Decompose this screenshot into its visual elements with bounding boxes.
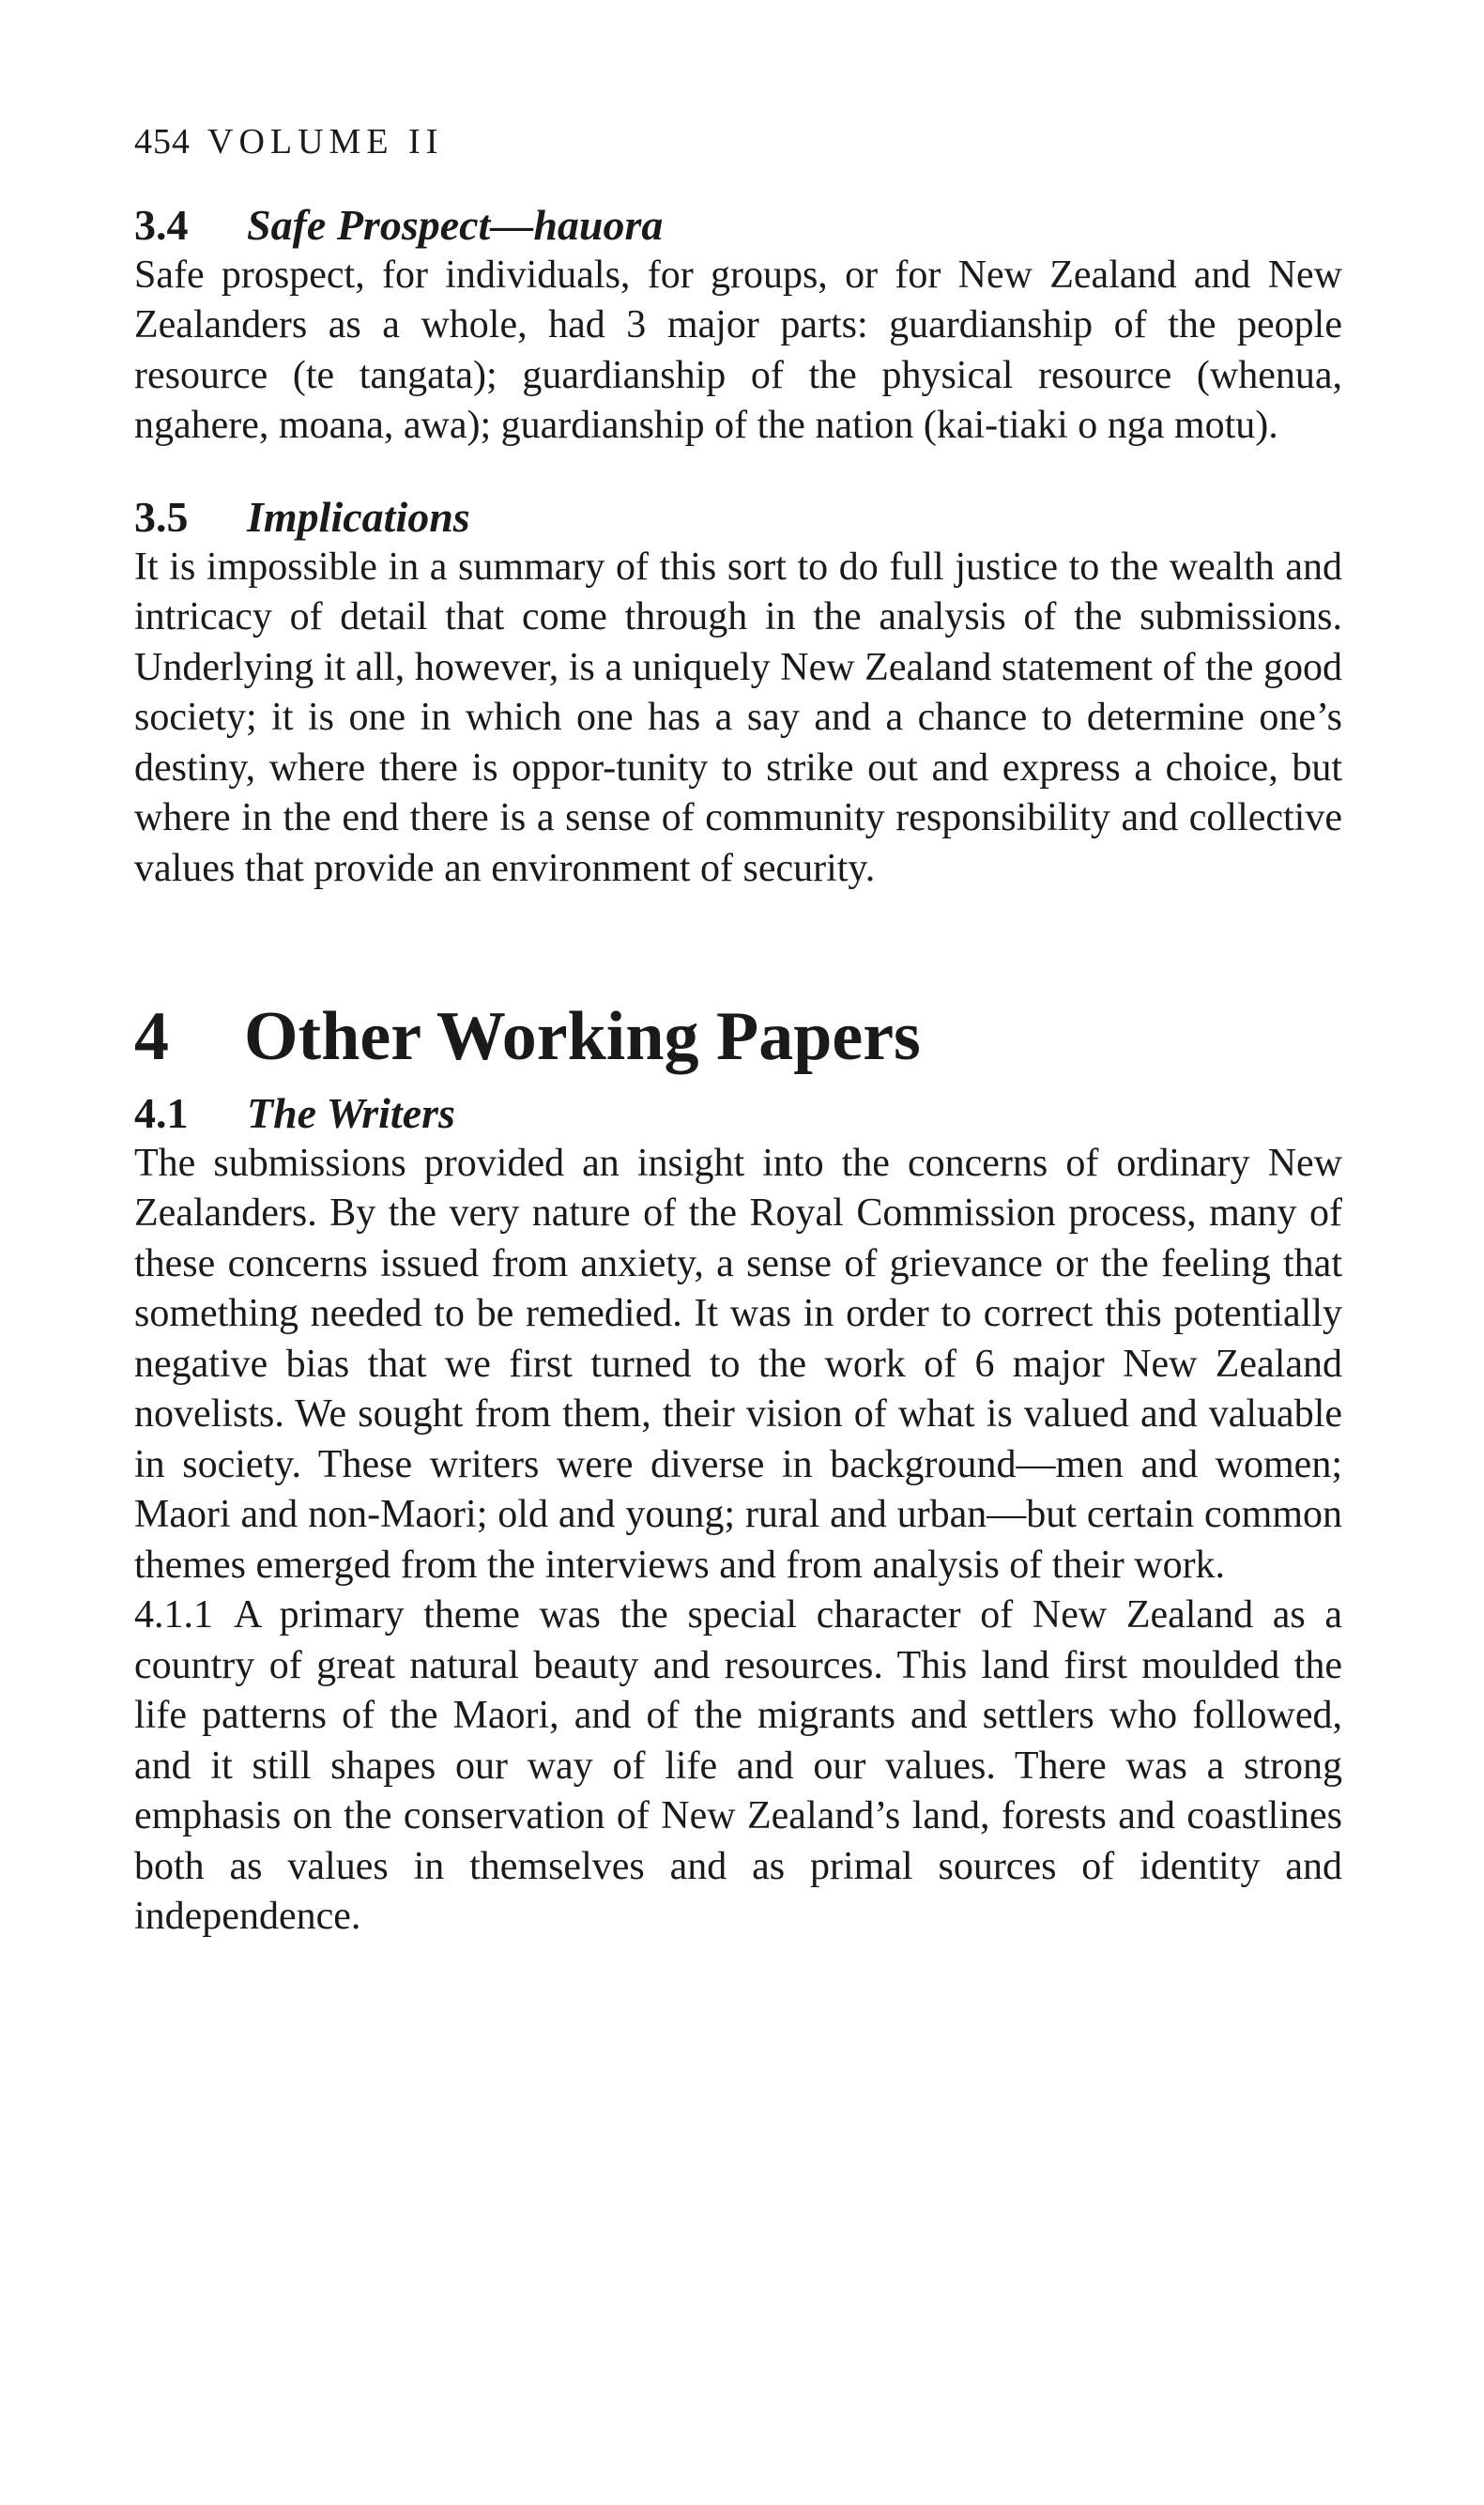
section-heading xyxy=(134,201,1342,251)
section-number: 3.5 xyxy=(134,492,189,541)
section-4-1 xyxy=(134,1089,1342,1943)
page xyxy=(134,124,1342,1943)
running-head xyxy=(134,124,1342,160)
section-paragraph: It is impossible in a summary of this sort to do full justice to the wealth and intricacy of detail that come through in the analysis of the submissions. Underlying it all, however, is a uniquely New Zealand statement of the good society; it is one in which one has a say and a chance to determine one’s destiny, where there is oppor-tunity to strike out and express a choice, but where in the end there is a sense of community responsibility and collective values that provide an environment of security. xyxy=(134,545,1342,890)
chapter-title: Other Working Papers xyxy=(244,998,921,1076)
section-title: Safe Prospect—hauora xyxy=(247,201,664,249)
paragraph-number: 4.1.1 xyxy=(134,1593,213,1637)
chapter-heading xyxy=(134,999,1342,1075)
numbered-paragraph xyxy=(134,1591,1342,1943)
section-paragraph: Safe prospect, for individuals, for groups, or for New Zealand and New Zealanders as a whole, had 3 major parts: guardianship of the people resource (te tangata); guardianship of the physical resource (whenua, ngahere, moana, awa); guardianship of the nation (kai-tiaki o nga motu). xyxy=(134,253,1342,448)
section-title: Implications xyxy=(247,492,470,541)
section-heading xyxy=(134,1089,1342,1139)
section-title: The Writers xyxy=(247,1088,455,1137)
section-heading xyxy=(134,493,1342,543)
section-3-4 xyxy=(134,201,1342,452)
volume-label: VOLUME II xyxy=(207,122,444,161)
chapter-number: 4 xyxy=(134,998,169,1076)
paragraph-text: A primary theme was the special character of New Zealand as a country of great natural beauty and resources. This land first moulded the life patterns of the Maori, and of the migrants and settlers who followed, and it still shapes our way of life and our values. There was a strong emphasis on the conservation of New Zealand’s land, forests and coastlines both as values in themselves and as primal sources of identity and independence. xyxy=(134,1593,1342,1939)
section-number: 3.4 xyxy=(134,201,189,249)
section-paragraph: The submissions provided an insight into the concerns of ordinary New Zealanders. By the very nature of the Royal Commission process, many of these concerns issued from anxiety, a sense of grievance or the feeling that something needed to be remedied. It was in order to correct this potentially negative bias that we first turned to the work of 6 major New Zealand novelists. We sought from them, their vision of what is valued and valuable in society. These writers were diverse in background—men and women; Maori and non-Maori; old and young; rural and urban—but certain common themes emerged from the interviews and from analysis of their work. xyxy=(134,1141,1342,1587)
section-3-5 xyxy=(134,493,1342,894)
section-number: 4.1 xyxy=(134,1088,189,1137)
page-number: 454 xyxy=(134,122,191,161)
